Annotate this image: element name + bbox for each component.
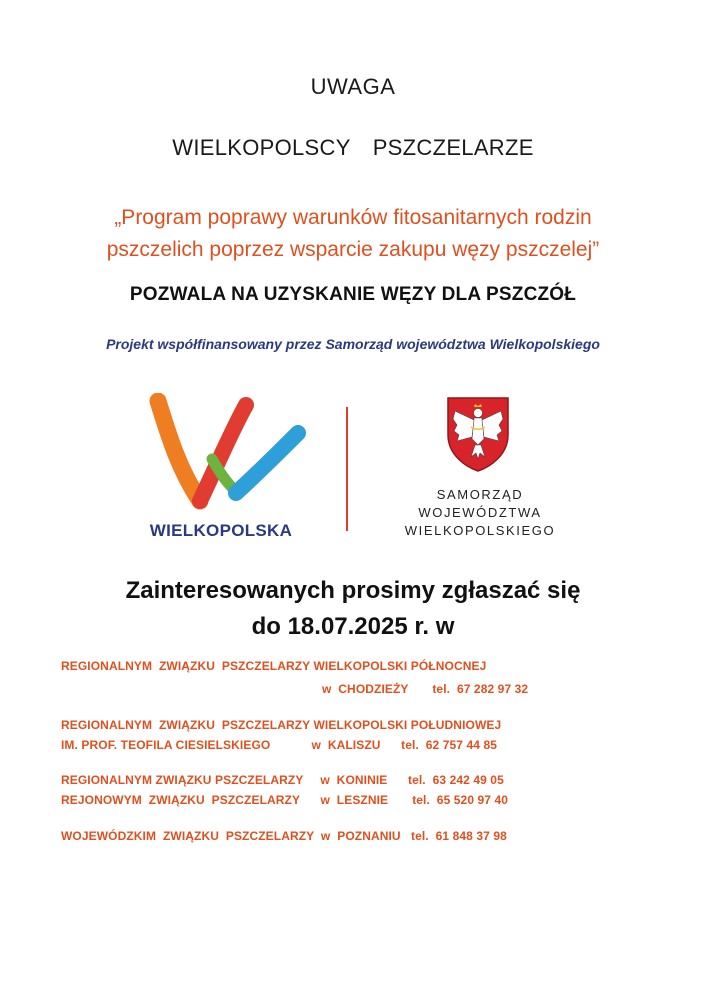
contact-line: REJONOWYM ZWIĄZKU PSZCZELARZY w LESZNIE tel. 65 520 97 40 (61, 793, 509, 807)
contact-line: REGIONALNYM ZWIĄZKU PSZCZELARZY WIELKOPOLSKI POŁUDNIOWEJ (61, 718, 502, 732)
allows-statement: POZWALA NA UZYSKANIE WĘZY DLA PSZCZÓŁ (129, 284, 577, 305)
samorzad-line-3: WIELKOPOLSKIEGO (404, 523, 556, 538)
contact-line: REGIONALNYM ZWIĄZKU PSZCZELARZY WIELKOPOLSKI PÓŁNOCNEJ (61, 659, 487, 673)
program-title (0, 202, 706, 266)
callout (0, 573, 706, 645)
callout-line-2: do 18.07.2025 r. w (251, 613, 455, 640)
cofinancing-note: Projekt współfinansowany przez Samorząd województwa Wielkopolskiego (106, 336, 600, 352)
logo-divider (346, 407, 348, 531)
contact-line: REGIONALNYM ZWIĄZKU PSZCZELARZY w KONINIE tel. 63 242 49 05 (61, 773, 504, 787)
samorzad-line-1: SAMORZĄD (436, 487, 524, 502)
program-title-line-1: „Program poprawy warunków fitosanitarnych rodzin (114, 206, 592, 229)
callout-line-1: Zainteresowanych prosimy zgłaszać się (125, 577, 581, 604)
program-title-line-2: pszczelich poprzez wsparcie zakupu węzy pszczelej” (106, 238, 600, 261)
wielkopolska-w-logo (148, 393, 308, 511)
notice-heading: UWAGA (310, 74, 396, 99)
contact-line: IM. PROF. TEOFILA CIESIELSKIEGO w KALISZU tel. 62 757 44 85 (61, 738, 498, 752)
w-logo-blue-stroke (236, 433, 298, 493)
contact-line: w CHODZIEŻY tel. 67 282 97 32 (61, 682, 529, 696)
coat-of-arms-eagle-icon (445, 395, 511, 473)
contact-line: WOJEWÓDZKIM ZWIĄZKU PSZCZELARZY w POZNANIU tel. 61 848 37 98 (61, 829, 507, 843)
w-logo-orange-stroke (158, 401, 200, 501)
samorzad-wordmark (370, 486, 590, 540)
audience-heading: WIELKOPOLSCY PSZCZELARZE (172, 135, 534, 160)
samorzad-line-2: WOJEWÓDZTWA (418, 505, 542, 520)
wielkopolska-wordmark: WIELKOPOLSKA (149, 521, 293, 540)
